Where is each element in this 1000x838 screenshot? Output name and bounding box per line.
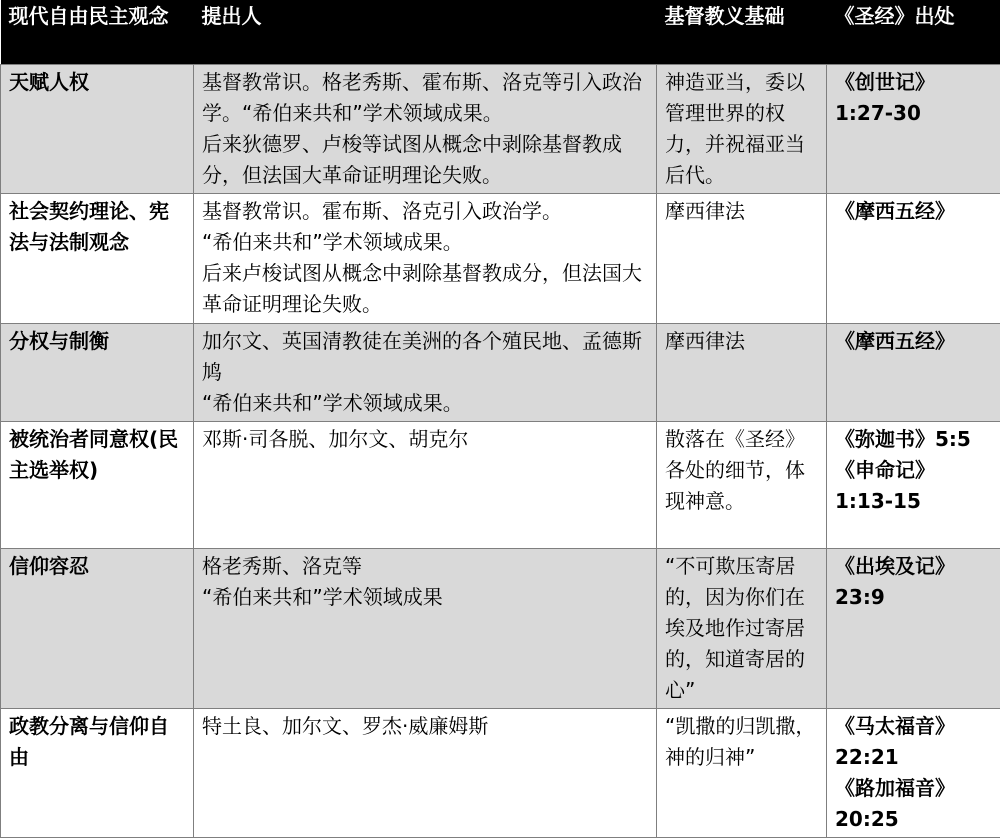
proposer-line: “希伯来共和”学术领域成果: [202, 582, 650, 613]
proposer-line: 格老秀斯、洛克等: [202, 551, 650, 582]
reference-line: 《摩西五经》: [835, 326, 994, 357]
proposer-line: “希伯来共和”学术领域成果。: [202, 388, 650, 419]
proposer-line: 邓斯·司各脱、加尔文、胡克尔: [202, 424, 650, 455]
concept-cell: 信仰容忍: [1, 548, 194, 708]
proposer-cell: [194, 193, 657, 323]
reference-cell: [827, 64, 1000, 193]
header-concept: 现代自由民主观念: [1, 0, 194, 64]
header-reference: 《圣经》出处: [827, 0, 1000, 64]
reference-cell: [827, 193, 1000, 323]
proposer-cell: [194, 421, 657, 548]
proposer-line: 后来狄德罗、卢梭等试图从概念中剥除基督教成分，但法国大革命证明理论失败。: [202, 129, 650, 191]
concept-cell: 社会契约理论、宪法与法制观念: [1, 193, 194, 323]
concept-cell: 天赋人权: [1, 64, 194, 193]
proposer-line: 加尔文、英国清教徒在美洲的各个殖民地、孟德斯鸠: [202, 326, 650, 388]
proposer-cell: [194, 548, 657, 708]
basis-cell: 散落在《圣经》各处的细节，体现神意。: [657, 421, 827, 548]
proposer-line: 特土良、加尔文、罗杰·威廉姆斯: [202, 711, 650, 742]
table-row: [1, 708, 1000, 837]
table-row: [1, 193, 1000, 323]
basis-cell: 摩西律法: [657, 193, 827, 323]
header-proposer: 提出人: [194, 0, 657, 64]
proposer-line: 基督教常识。格老秀斯、霍布斯、洛克等引入政治学。“希伯来共和”学术领域成果。: [202, 67, 650, 129]
concept-cell: 被统治者同意权(民主选举权): [1, 421, 194, 548]
reference-cell: [827, 548, 1000, 708]
basis-cell: “凯撒的归凯撒，神的归神”: [657, 708, 827, 837]
reference-line: 《出埃及记》: [835, 551, 994, 582]
header-row: [1, 0, 1000, 64]
table-row: [1, 421, 1000, 548]
reference-line: 1:27-30: [835, 98, 994, 129]
table-row: [1, 548, 1000, 708]
table-row: [1, 64, 1000, 193]
reference-line: 《路加福音》: [835, 773, 994, 804]
reference-line: 《申命记》: [835, 455, 994, 486]
header-basis: 基督教义基础: [657, 0, 827, 64]
basis-cell: 神造亚当，委以管理世界的权力，并祝福亚当后代。: [657, 64, 827, 193]
reference-line: 22:21: [835, 742, 994, 773]
proposer-line: 基督教常识。霍布斯、洛克引入政治学。: [202, 196, 650, 227]
reference-cell: [827, 421, 1000, 548]
proposer-line: 后来卢梭试图从概念中剥除基督教成分，但法国大革命证明理论失败。: [202, 258, 650, 320]
reference-line: 1:13-15: [835, 486, 994, 517]
table-row: [1, 323, 1000, 421]
reference-cell: [827, 708, 1000, 837]
proposer-line: “希伯来共和”学术领域成果。: [202, 227, 650, 258]
concept-cell: 分权与制衡: [1, 323, 194, 421]
basis-cell: 摩西律法: [657, 323, 827, 421]
proposer-cell: [194, 64, 657, 193]
reference-cell: [827, 323, 1000, 421]
reference-line: 《创世记》: [835, 67, 994, 98]
reference-line: 《摩西五经》: [835, 196, 994, 227]
reference-line: 20:25: [835, 804, 994, 835]
proposer-cell: [194, 708, 657, 837]
proposer-cell: [194, 323, 657, 421]
basis-cell: “不可欺压寄居的，因为你们在埃及地作过寄居的，知道寄居的心”: [657, 548, 827, 708]
reference-line: 23:9: [835, 582, 994, 613]
reference-line: 《马太福音》: [835, 711, 994, 742]
reference-line: 《弥迦书》5:5: [835, 424, 994, 455]
concept-cell: 政教分离与信仰自由: [1, 708, 194, 837]
